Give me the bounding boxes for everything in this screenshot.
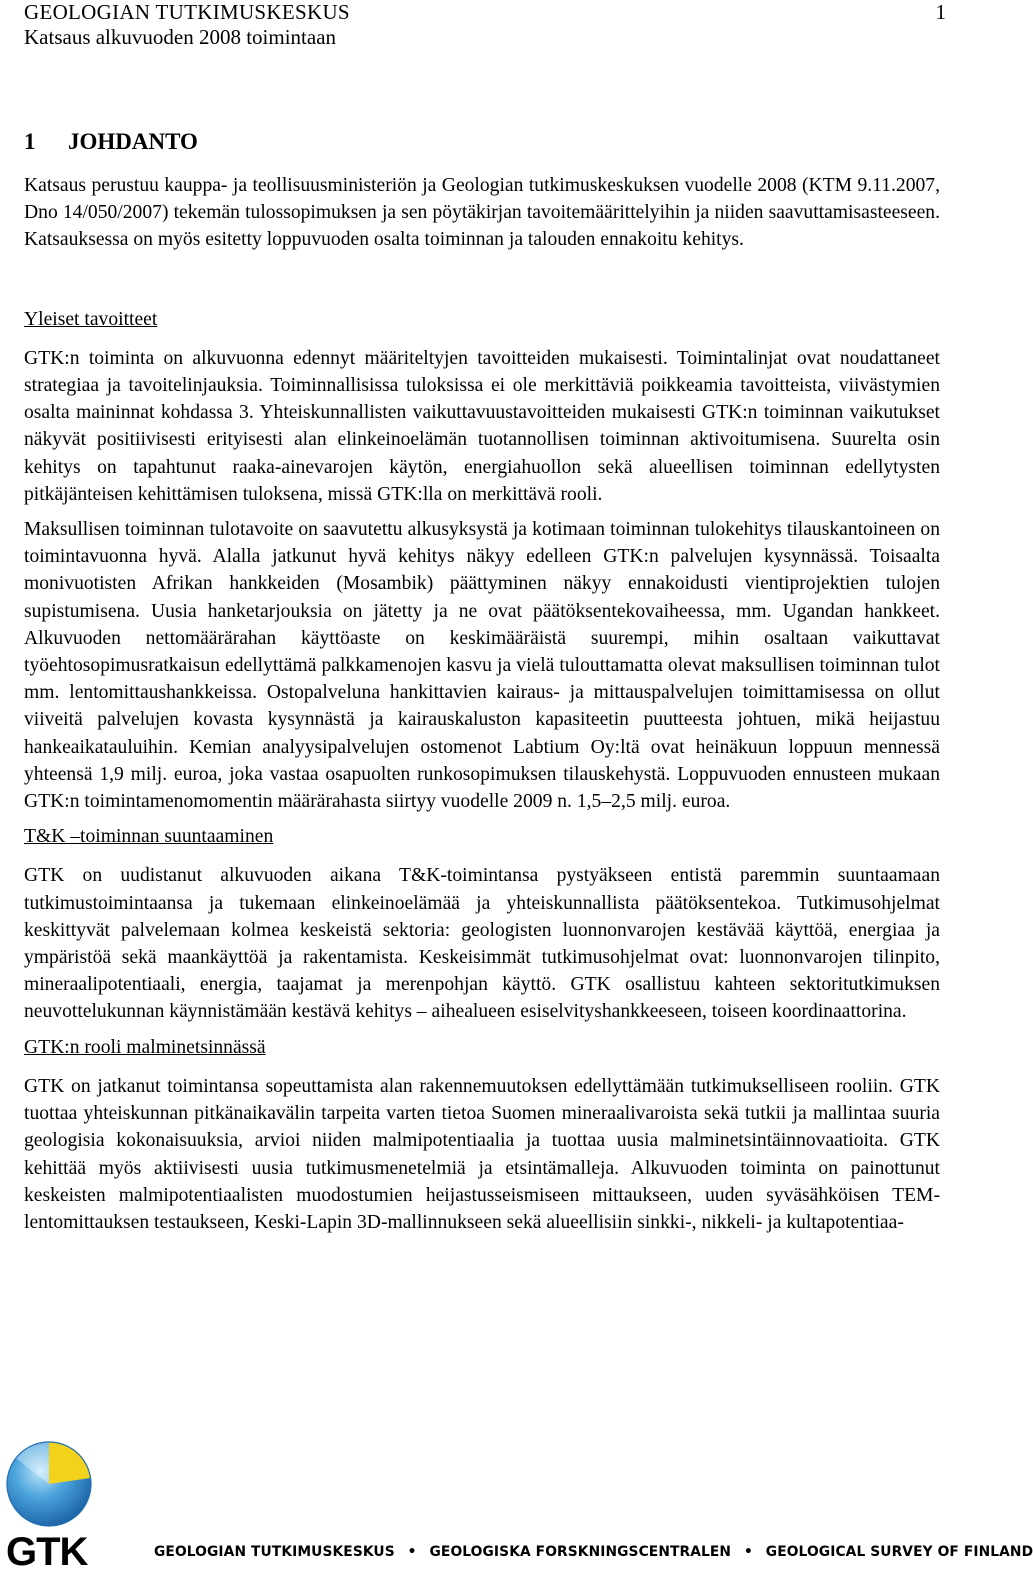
header-subtitle: Katsaus alkuvuoden 2008 toimintaan [24,25,337,49]
separator-dot: • [743,1544,753,1560]
heading-general-goals: Yleiset tavoitteet [24,308,158,330]
general-goals-paragraph-2: Maksullisen toiminnan tulotavoite on saavutettu alkusyksystä ja kotimaan toiminnan tulokehitys tilauskantoineen on toimintavuonna hyvä. Alalla jatkunut hyvä kehitys näkyy edelleen GTK:n palvelujen kysynnässä. Toisaalta monivuotisten Afrikan hankkeiden (Mosambik) päättyminen näkyy ennakoidusti vientiprojektien tulojen supistumisena. Uusia hanketarjouksia on jätetty ja ne ovat päätöksentekovaiheessa, mm. Ugandan hankkeet. Alkuvuoden nettomäärärahan käyttöaste on keskimääräistä suurempi, mihin osaltaan vaikuttavat työehtosopimusratkaisun edellyttämä palkkamenojen kasvu ja vielä tulouttamatta olevat maksullisen toiminnan tulot mm. lentomittaushankkeissa. Ostopalveluna hankittavien kairaus- ja mittauspalvelujen toimittamisessa on ollut viiveitä palvelujen kovasta kysynnästä ja kairauskaluston kapasiteetin puutteesta johtuen, mikä heijastuu hankeaikatauluihin. Kemian analyysipalvelujen ostomenot Labtium Oy:ltä ovat heinäkuun loppuun mennessä yhteensä 1,9 milj. euroa, joka vastaa osapuolten runkosopimuksen tilauskehystä. Loppuvuoden ennusteen mukaan GTK:n toimintamenomomentin määrärahasta siirtyy vuodelle 2009 n. 1,5–2,5 milj. euroa. [24,519,940,813]
separator-dot: • [407,1544,417,1560]
rd-direction-paragraph: GTK on uudistanut alkuvuoden aikana T&K-toimintansa pystyäkseen entistä paremmin suuntaamaan tutkimustoimintaansa ja tukemaan elinkeinoelämää ja yhteiskunnallista päätöksentekoa. Tutkimusohjelmat keskittyvät palvelemaan kolmea keskeistä sektoria: geologisten luonnonvarojen kestävää käyttöä, energiaa ja ympäristöä sekä maankäyttöä ja rakentamista. Keskeisimmät tutkimusohjelmat ovat: luonnonvarojen tilinpito, mineraalipotentiaali, energia, taajamat ja merenpohjan käyttö. GTK osallistuu kahteen sektoritutkimuksen neuvottelukunnan käynnistämään kestävä kehitys – aihealueen esiselvityshankkeeseen, toiseen koordinaattorina. [24,865,940,1023]
institution-name-fi: GEOLOGIAN TUTKIMUSKESKUS [154,1544,395,1560]
gtk-logo-text: GTK [6,1530,88,1574]
institution-strip [154,1542,1033,1562]
section-title [24,128,940,156]
page-footer [0,1432,1033,1586]
section-number: 1 [24,129,36,154]
ore-exploration-paragraph: GTK on jatkanut toimintansa sopeuttamista alan rakennemuutoksen edellyttämään tutkimukselliseen rooliin. GTK tuottaa yhteiskunnan pitkänaikavälin tarpeita varten tietoa Suomen mineraalivaroista sekä tutkii ja mallintaa suuria geologisia kokonaisuuksia, arvioi niiden malmipotentiaalia ja tuottaa uusia malminetsintäinnovaatioita. GTK kehittää myös aktiivisesti uusia tutkimusmenetelmiä ja etsintämalleja. Alkuvuoden toiminta on painottunut keskeisten malmipotentiaalisten muodostumien heijastusseismiseen mittaukseen, uuden syväsähköisen TEM-lentomittauksen testaukseen, Keski-Lapin 3D-mallinnukseen sekä alueellisiin sinkki-, nikkeli- ja kultapotentiaa- [24,1075,940,1233]
heading-ore-exploration-role: GTK:n rooli malminetsinnässä [24,1036,266,1058]
institution-name-sv: GEOLOGISKA FORSKNINGSCENTRALEN [429,1544,732,1560]
document-body [24,128,940,1236]
page-number: 1 [935,0,946,24]
general-goals-paragraph-1: GTK:n toiminta on alkuvuonna edennyt määriteltyjen tavoitteiden mukaisesti. Toimintalinjat ovat noudattaneet strategiaa ja tavoitelinjauksia. Toiminnallisissa tuloksissa ei ole merkittäviä poikkeamia tavoitteista, viivästymien osalta maininnat kohdassa 3. Yhteiskunnallisten vaikuttavuustavoitteiden mukaisesti GTK:n toiminnan vaikutukset näkyvät positiivisesti erityisesti alan elinkeinoelämän tuotannollisen toiminnan aktivoitumisena. Suurelta osin kehitys on tapahtunut raaka-ainevarojen käytön, energiahuollon sekä alueellisen toiminnan edellytysten pitkäjänteisen kehittämisen tuloksena, missä GTK:lla on merkittävä rooli. [24,347,940,505]
intro-paragraph: Katsaus perustuu kauppa- ja teollisuusministeriön ja Geologian tutkimuskeskuksen vuodelle 2008 (KTM 9.11.2007, Dno 14/050/2007) tekemän tulossopimuksen ja sen pöytäkirjan tavoitemäärittelyihin ja niiden saavuttamisasteeseen. Katsauksessa on myös esitetty loppuvuoden osalta toiminnan ja talouden ennakoitu kehitys. [24,175,940,251]
section-title-text: JOHDANTO [68,129,198,154]
page-header [24,0,946,60]
gtk-globe-logo-icon [6,1438,92,1530]
header-organization: GEOLOGIAN TUTKIMUSKESKUS [24,0,350,24]
heading-rd-direction: T&K –toiminnan suuntaaminen [24,826,274,848]
institution-name-en: GEOLOGICAL SURVEY OF FINLAND [765,1544,1033,1560]
